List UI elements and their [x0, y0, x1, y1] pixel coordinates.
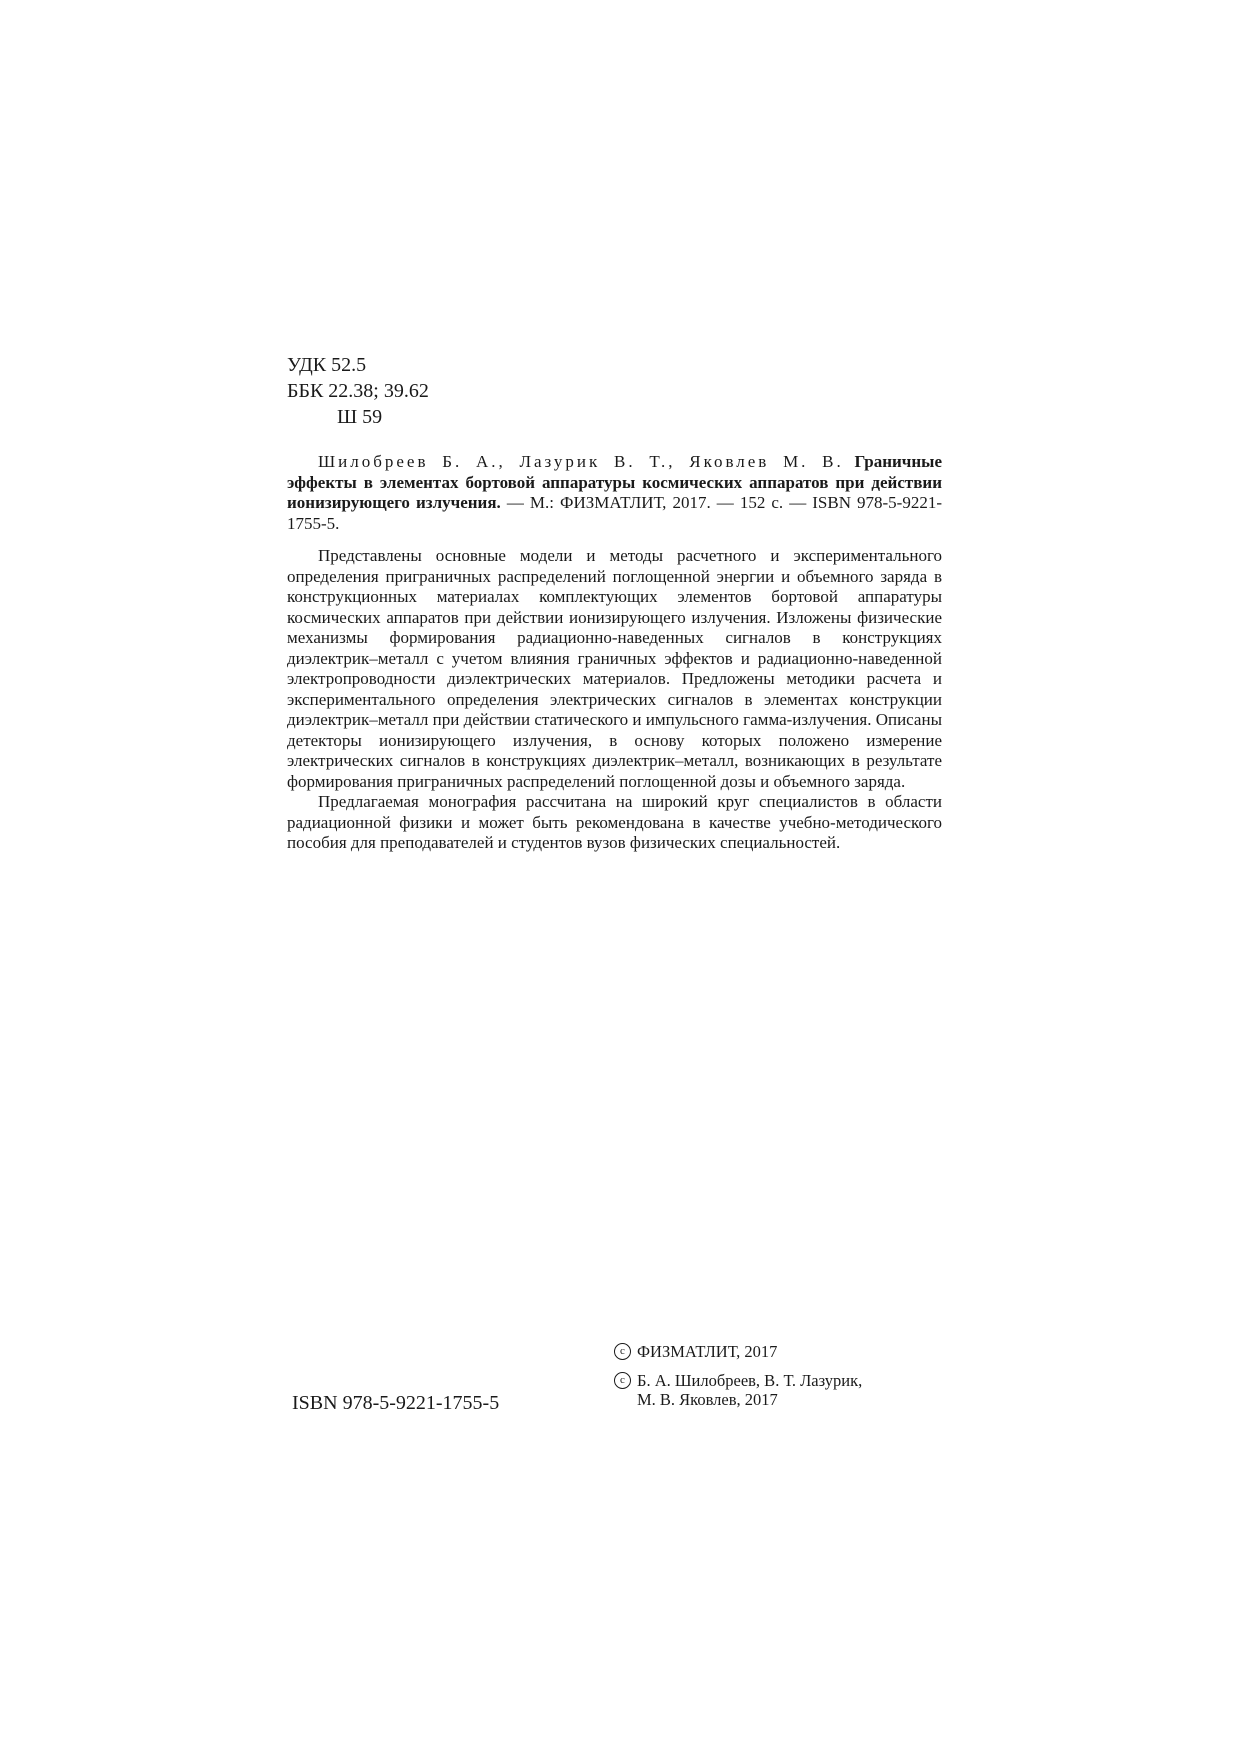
isbn: ISBN 978-5-9221-1755-5 [292, 1392, 500, 1414]
book-title: Граничные эффекты в элементах бортовой аппаратуры космических аппаратов при действии ионизирующего излучения. [287, 452, 942, 512]
copyright-publisher-line [614, 1342, 862, 1361]
copyright-icon: c [614, 1372, 631, 1389]
copyright-icon: c [614, 1343, 631, 1360]
copyright-authors-2: М. В. Яковлев, 2017 [637, 1390, 778, 1409]
copyright-publisher: ФИЗМАТЛИТ, 2017 [637, 1342, 778, 1361]
annotation-paragraph-2: Предлагаемая монография рассчитана на широкий круг специалистов в области радиационной физики и может быть рекомендована в качестве учебно-методического пособия для преподавателей и студентов вузов физических специальностей. [287, 792, 942, 852]
bibliographic-record [287, 452, 942, 534]
bbk-code: ББК 22.38; 39.62 [287, 380, 429, 402]
copyright-notices [614, 1342, 862, 1409]
authors: Шилобреев Б. А., Лазурик В. Т., Яковлев М. В. [318, 452, 844, 471]
copyright-authors-line [614, 1371, 862, 1409]
author-mark: Ш 59 [337, 406, 383, 428]
udk-code: УДК 52.5 [287, 354, 367, 376]
copyright-authors-1: Б. А. Шилобреев, В. Т. Лазурик, [637, 1371, 863, 1390]
classification-codes [287, 352, 429, 430]
publication-info: — М.: ФИЗМАТЛИТ, 2017. — 152 с. — ISBN 978-5-9221-1755-5. [287, 493, 943, 533]
annotation-paragraph-1: Представлены основные модели и методы расчетного и экспериментального определения приграничных распределений поглощенной энергии и объемного заряда в конструкционных материалах комплектующих элементов бортовой аппаратуры космических аппаратов при действии ионизирующего излучения. Изложены физические механизмы формирования радиационно-наведенных сигналов в конструкциях диэлектрик–металл с учетом влияния граничных эффектов и радиационно-наведенной электропроводности диэлектрических материалов. Предложены методики расчета и экспериментального определения электрических сигналов в элементах конструкции диэлектрик–металл при действии статического и импульсного гамма-излучения. Описаны детекторы ионизирующего излучения, в основу которых положено измерение электрических сигналов в конструкциях диэлектрик–металл, возникающих в результате формирования приграничных распределений поглощенной дозы и объемного заряда. [287, 546, 942, 791]
book-description [287, 452, 942, 854]
